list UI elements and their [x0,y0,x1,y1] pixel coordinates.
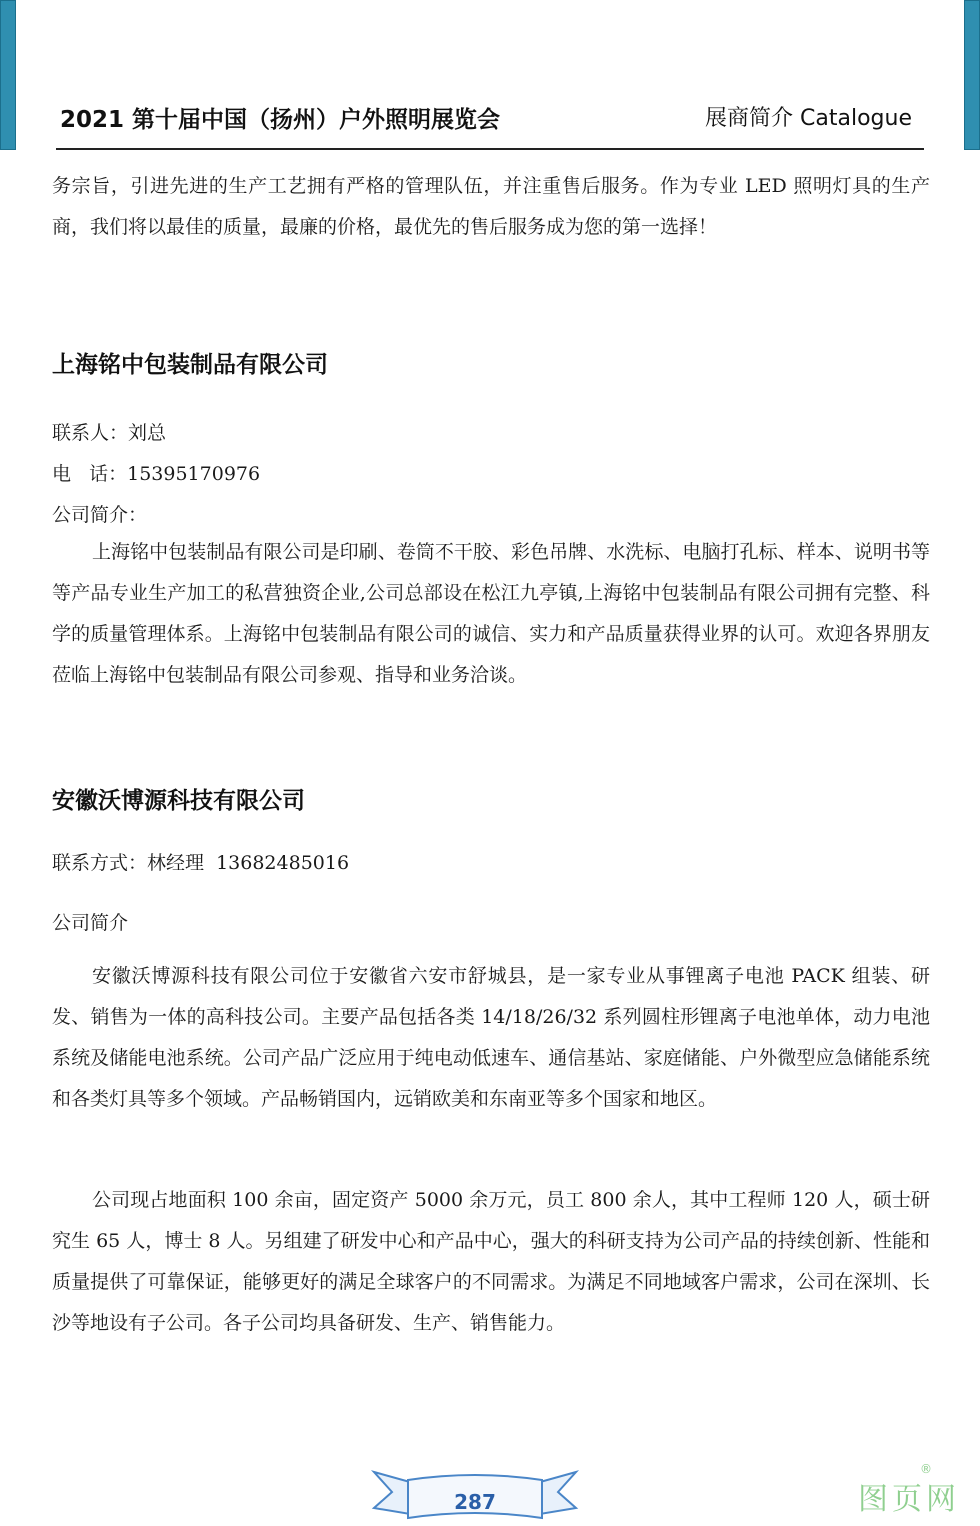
left-edge-bar [0,0,16,150]
page-number: 287 [454,1490,496,1514]
company1-intro: 上海铭中包装制品有限公司是印刷、卷筒不干胶、彩色吊牌、水洗标、电脑打孔标、样本、说明书等等产品专业生产加工的私营独资企业,公司总部设在松江九亭镇,上海铭中包装制品有限公司拥有完整、科学的质量管理体系。上海铭中包装制品有限公司的诚信、实力和产品质量获得业界的认可。欢迎各界朋友莅临上海铭中包装制品有限公司参观、指导和业务洽谈。 [52,541,930,686]
company2-intro-p1: 安徽沃博源科技有限公司位于安徽省六安市舒城县，是一家专业从事锂离子电池 PACK 组装、研发、销售为一体的高科技公司。主要产品包括各类 14/18/26/32 系列圆柱形锂离子电池单体，动力电池系统及储能电池系统。公司产品广泛应用于纯电动低速车、通信基站、家庭储能、户外微型应急储能系统和各类灯具等多个领域。产品畅销国内，远销欧美和东南亚等多个国家和地区。 [52,965,930,1110]
page-header [56,96,924,150]
company2-name: 安徽沃博源科技有限公司 [52,788,305,814]
exhibition-title: 2021 第十届中国（扬州）户外照明展览会 [60,107,501,133]
registered-mark: ® [920,1462,932,1476]
company1-name: 上海铭中包装制品有限公司 [52,352,328,378]
company2-intro-label: 公司简介 [52,912,129,934]
company1-phone: 电 话：15395170976 [52,463,261,485]
site-watermark: 图页网 [858,1482,960,1517]
company2-intro-p2: 公司现占地面积 100 余亩，固定资产 5000 余万元，员工 800 余人，其中工程师 120 人，硕士研究生 65 人，博士 8 人。另组建了研发中心和产品中心，强大的科研支持为公司产品的持续创新、性能和质量提供了可靠保证，能够更好的满足全球客户的不同需求。为满足不同地域客户需求，公司在深圳、长沙等地设有子公司。各子公司均具备研发、生产、销售能力。 [52,1189,930,1334]
company1-intro-label: 公司简介： [52,504,148,526]
page-number-ribbon [370,1468,580,1522]
company2-contact: 联系方式：林经理 13682485016 [52,852,350,874]
right-edge-bar [964,0,980,150]
intro-continuation: 务宗旨，引进先进的生产工艺拥有严格的管理队伍，并注重售后服务。作为专业 LED 照明灯具的生产商，我们将以最佳的质量，最廉的价格，最优先的售后服务成为您的第一选择！ [52,175,930,238]
catalogue-label: 展商简介 Catalogue [705,106,912,131]
company1-contact: 联系人：刘总 [52,422,167,444]
